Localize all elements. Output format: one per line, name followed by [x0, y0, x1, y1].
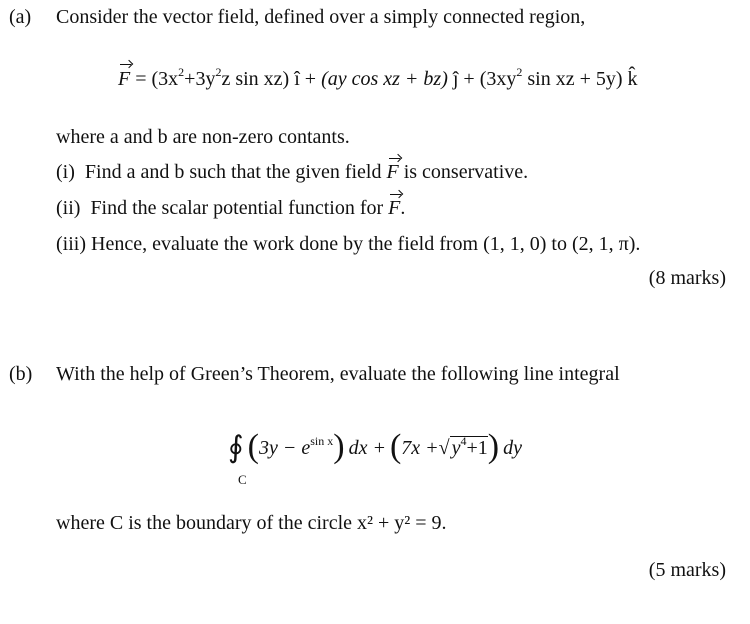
- vector-field-equation: $F = (3x^2+3y^2z$ sin xz) î + (ay cos xz + bz) ĵ + ($3xy^2$ sin xz + 5y) k̂: [118, 65, 638, 90]
- question-item: (iii) Hence, evaluate the work done by the field from (1, 1, 0) to (2, 1, π).: [56, 233, 641, 255]
- integral-contour-label: C: [238, 472, 247, 487]
- line-integral: ∮ $(3y - e^{sin x})$ dx + (7x +√ $y^4+1$) dy: [228, 428, 523, 465]
- part-b-label: (b): [9, 363, 33, 385]
- part-a-label: (a): [9, 6, 32, 28]
- part-a-where: where a and b are non-zero contants.: [56, 126, 350, 148]
- question-item: (i) Find a and b such that the given field F is conservative.: [56, 161, 529, 183]
- part-b-marks: (5 marks): [648, 559, 726, 581]
- part-b-intro: With the help of Green’s Theorem, evaluate the following line integral: [56, 363, 620, 385]
- part-a-intro: Consider the vector field, defined over a simply connected region,: [56, 6, 586, 28]
- question-item: (ii) Find the scalar potential function for F.: [56, 197, 406, 219]
- part-b-where: where C is the boundary of the circle x² + y² = 9.: [56, 512, 447, 534]
- part-a-marks: (8 marks): [648, 267, 726, 289]
- contour-integral-symbol: ∮: [228, 431, 244, 464]
